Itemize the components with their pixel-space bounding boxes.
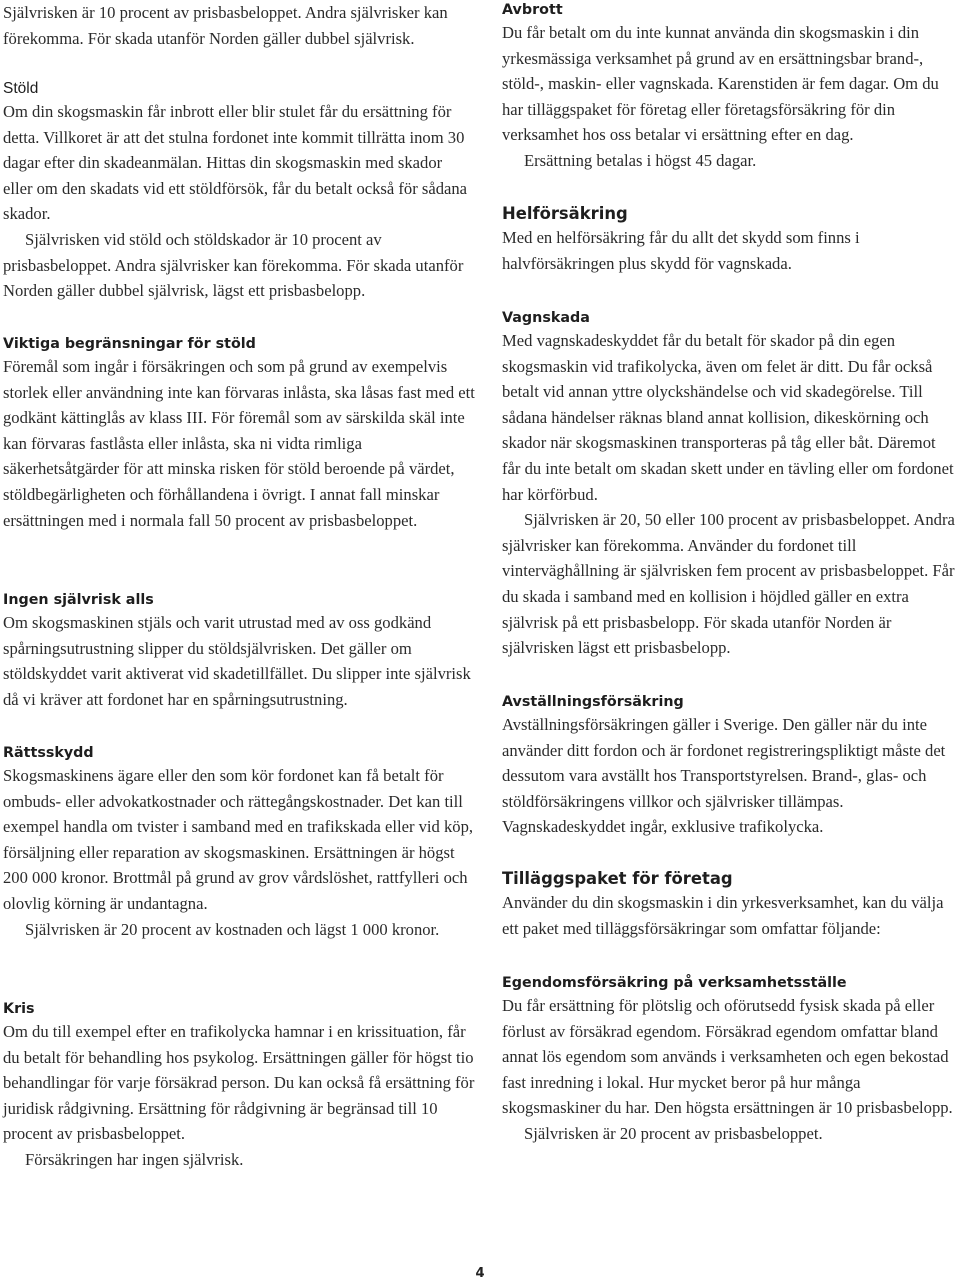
intro-section xyxy=(3,0,475,51)
kris-section xyxy=(3,999,475,1173)
avstallning-section xyxy=(502,692,958,840)
kris-paragraph-2: Försäkringen har ingen självrisk. xyxy=(25,1149,244,1169)
begransningar-heading: Viktiga begränsningar för stöld xyxy=(3,336,256,352)
rattsskydd-section xyxy=(3,743,475,942)
stold-paragraph-2: Självrisken vid stöld och stöldskador är 10 procent av prisbasbeloppet. Andra självrisker kan förekomma. För skada utanför Norden gäller dubbel självrisk, lägst ett prisbasbelopp. xyxy=(3,229,464,301)
kris-paragraph-1: Om du till exempel efter en trafikolycka hamnar i en krissituation, får du betalt för behandling hos psykolog. Ersättningen gäller för högst tio behandlingar för varje försäkrad person. Du kan också få ersättning för juridisk rådgivning. Ersättning för rådgivning är begränsad till 10 procent av prisbasbeloppet. xyxy=(3,1022,475,1144)
ingen-sjalvrisk-section xyxy=(3,590,475,712)
egendom-section xyxy=(502,973,958,1147)
begransningar-section xyxy=(3,334,475,533)
helforsakring-heading: Helförsäkring xyxy=(502,204,628,223)
stold-paragraph-1: Om din skogsmaskin får inbrott eller blir stulet får du ersättning för detta. Villkoret är att det stulna fordonet inte kommit tillrätta inom 30 dagar efter din skadeanmälan. Hittas din skogsmaskin med skador eller om den skadats vid ett stöldförsök, får du betalt också för sådana skador. xyxy=(3,102,468,224)
rattsskydd-paragraph-1: Skogsmaskinens ägare eller den som kör fordonet kan få betalt för ombuds- eller advokatkostnader och rättegångskostnader. Det kan till exempel handla om tvister i samband med en trafikskada eller vid köp, försäljning eller reparation av skogsmaskinen. Ersättningen är högst 200 000 kronor. Brottmål på grund av grov vårdslöshet, rattfylleri och olovlig körning är undantagna. xyxy=(3,766,474,913)
begransningar-paragraph: Föremål som ingår i försäkringen och som på grund av exempelvis storlek eller användning inte kan förvaras inlåsta, ska låsas fast med ett godkänt kättinglås av klass III. För föremål som av särskilda skäl inte kan förvaras fastlåsta eller inlåsta, ska ni vidta rimliga säkerhetsåtgärder för att minska risken för stöld beroende på värdet, stöldbegärligheten och förhållandena i övrigt. I annat fall minskar ersättningen med i normala fall 50 procent av prisbasbeloppet. xyxy=(3,357,475,530)
avstallning-paragraph: Avställningsförsäkringen gäller i Sverige. Den gäller när du inte använder ditt fordon och är fordonet registreringspliktigt måste det dessutom vara avställt hos Transportstyrelsen. Brand-, glas- och stöldförsäkringens villkor och självrisker tillämpas. Vagnskadeskyddet ingår, exklusive trafikolycka. xyxy=(502,715,946,837)
egendom-paragraph-2: Självrisken är 20 procent av prisbasbeloppet. xyxy=(524,1123,823,1143)
page-number: 4 xyxy=(475,1266,485,1281)
vagnskada-heading: Vagnskada xyxy=(502,310,590,326)
helforsakring-section xyxy=(502,203,958,276)
vagnskada-paragraph-2: Självrisken är 20, 50 eller 100 procent av prisbasbeloppet. Andra självrisker kan förekomma. Använder du fordonet till vinterväghållning är självrisken fem procent av prisbasbeloppet. Får du skada i samband med en kollision i höjdled gäller en extra självrisk på ett prisbasbelopp. För skada utanför Norden är självrisken lägst ett prisbasbelopp. xyxy=(502,510,955,658)
tillagg-section xyxy=(502,868,958,941)
tillagg-heading: Tilläggspaket för företag xyxy=(502,869,733,888)
avbrott-section xyxy=(502,0,958,174)
stold-section xyxy=(3,79,475,304)
avstallning-heading: Avställningsförsäkring xyxy=(502,694,684,710)
avbrott-paragraph-1: Du får betalt om du inte kunnat använda din skogsmaskin i din yrkesmässiga verksamhet på grund av en ersättningsbar brand-, stöld-, maskin- eller vagnskada. Karenstiden är fem dagar. Om du har tilläggspaket för företag eller företagsförsäkring för din verksamhet hos oss betalar vi ersättning efter en dag. xyxy=(502,23,939,145)
avbrott-paragraph-2: Ersättning betalas i högst 45 dagar. xyxy=(524,150,757,170)
ingen-sjalvrisk-heading: Ingen självrisk alls xyxy=(3,592,154,608)
intro-paragraph: Självrisken är 10 procent av prisbasbeloppet. Andra självrisker kan förekomma. För skada utanför Norden gäller dubbel självrisk. xyxy=(3,3,448,48)
vagnskada-section xyxy=(502,308,958,661)
stold-heading: Stöld xyxy=(3,80,39,97)
tillagg-paragraph: Använder du din skogsmaskin i din yrkesverksamhet, kan du välja ett paket med tilläggsförsäkringar som omfattar följande: xyxy=(502,893,944,938)
helforsakring-paragraph: Med en helförsäkring får du allt det skydd som finns i halvförsäkringen plus skydd för vagnskada. xyxy=(502,228,860,273)
egendom-heading: Egendomsförsäkring på verksamhetsställe xyxy=(502,975,847,991)
rattsskydd-heading: Rättsskydd xyxy=(3,745,94,761)
vagnskada-paragraph-1: Med vagnskadeskyddet får du betalt för skador på din egen skogsmaskin vid trafikolycka, även om felet är ditt. Du får också betalt vid annan yttre olyckshändelse och vid skadegörelse. Till sådana händelser räknas bland annat kollision, dikeskörning och skador när skogsmaskinen transporteras på tåg eller båt. Däremot får du inte betalt om skadan skett under en tävling eller om fordonet har körförbud. xyxy=(502,331,954,504)
rattsskydd-paragraph-2: Självrisken är 20 procent av kostnaden och lägst 1 000 kronor. xyxy=(25,919,440,939)
kris-heading: Kris xyxy=(3,1001,35,1017)
avbrott-heading: Avbrott xyxy=(502,2,563,18)
ingen-sjalvrisk-paragraph: Om skogsmaskinen stjäls och varit utrustad med av oss godkänd spårningsutrustning slipper du stöldsjälvrisken. Det gäller om stöldskyddet varit aktiverat vid skadetillfället. Du slipper inte självrisk då vi kräver att fordonet har en spårningsutrustning. xyxy=(3,613,471,709)
egendom-paragraph-1: Du får ersättning för plötslig och oförutsedd fysisk skada på eller förlust av försäkrad egendom. Försäkrad egendom omfattar bland annat lös egendom som används i verksamheten och egen bekostad fast inredning i lokal. Hur mycket beror på hur många skogsmaskiner du har. Den högsta ersättningen är 10 prisbasbelopp. xyxy=(502,996,953,1118)
